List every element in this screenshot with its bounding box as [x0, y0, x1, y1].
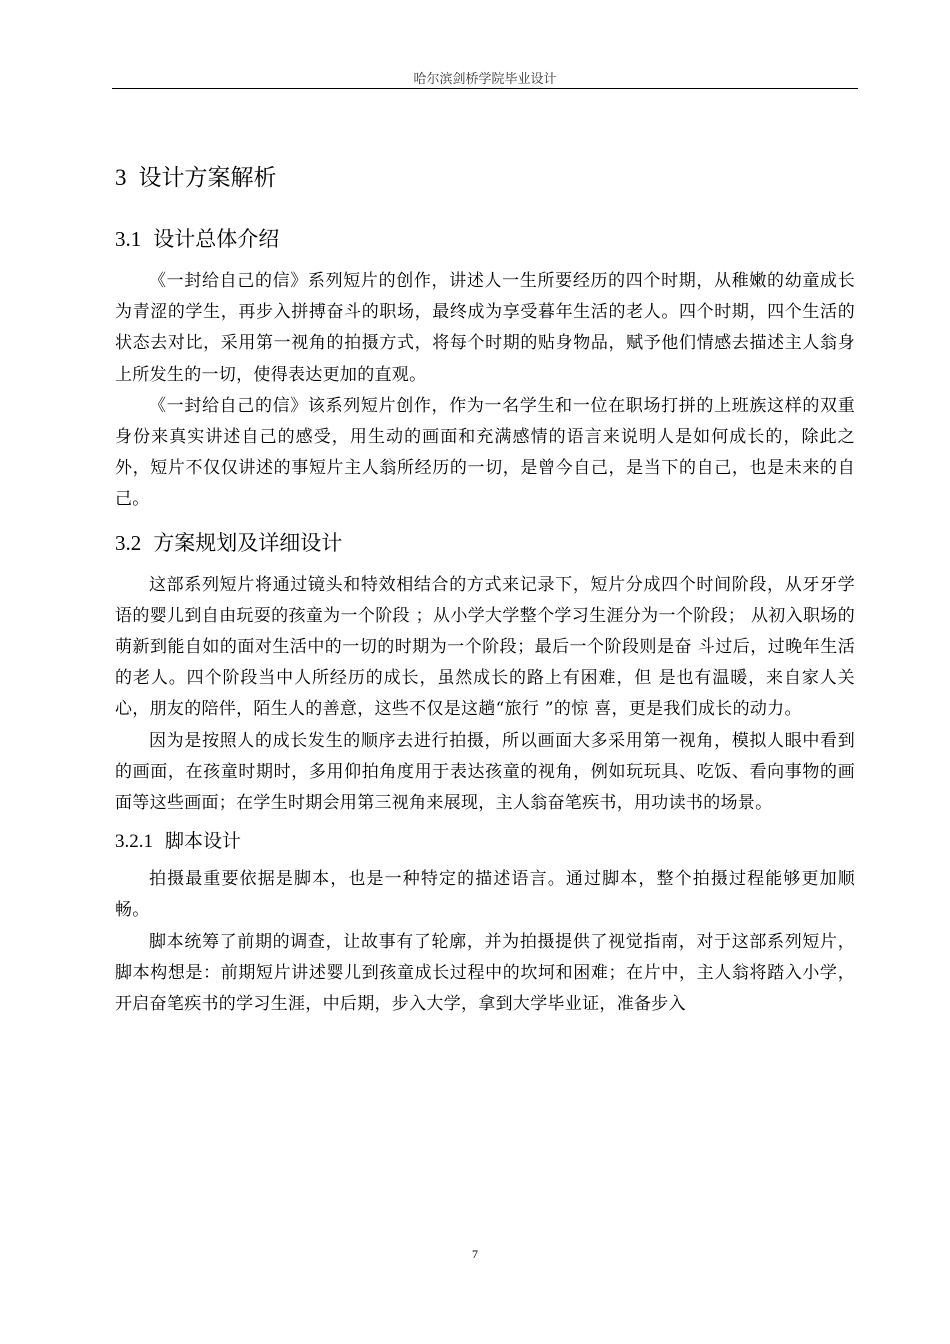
- section-heading: [115, 150, 855, 206]
- page-content: [115, 150, 855, 1020]
- paragraph: 《一封给自己的信》系列短片的创作，讲述人一生所要经历的四个时期，从稚嫩的幼童成长为青涩的学生，再步入拼搏奋斗的职场，最终成为享受暮年生活的老人。四个时期，四个生活的状态去对比，采用第一视角的拍摄方式，将每个时期的贴身物品，赋予他们情感去描述主人翁身上所发生的一切，使得表达更加的直观。: [115, 271, 855, 385]
- paragraph: 《一封给自己的信》该系列短片创作，作为一名学生和一位在职场打拼的上班族这样的双重身份来真实讲述自己的感受，用生动的画面和充满感情的语言来说明人是如何成长的，除此之外，短片不仅仅讲述的事短片主人翁所经历的一切，是曾今自己，是当下的自己，也是未来的自己。: [115, 395, 855, 510]
- section-number: 3: [115, 165, 127, 190]
- paragraph: 拍摄最重要依据是脚本，也是一种特定的描述语言。通过脚本，整个拍摄过程能够更加顺畅。: [115, 869, 855, 921]
- subsubsection-heading: [115, 819, 855, 864]
- paragraph: 这部系列短片将通过镜头和特效相结合的方式来记录下，短片分成四个时间阶段，从牙牙学语的婴儿到自由玩耍的孩童为一个阶段 ；从小学大学整个学习生涯分为一个阶段； 从初入职场的萌新到能自如的面对生活中的一切的时期为一个阶段；最后一个阶段则是奋 斗过后，过晚年生活的老人。四个阶段当中人所经历的成长，虽然成长的路上有困难，但 是也有温暖，来自家人关心，朋友的陪伴，陌生人的善意，这些不仅是这趟“旅行 ”的惊 喜，更是我们成长的动力。: [115, 574, 855, 720]
- subsubsection-number: 3.2.1: [115, 831, 153, 853]
- section-title: 设计方案解析: [138, 165, 277, 191]
- header-rule: [112, 88, 858, 89]
- paragraph: 因为是按照人的成长发生的顺序去进行拍摄，所以画面大多采用第一视角，模拟人眼中看到的画面，在孩童时期时，多用仰拍角度用于表达孩童的视角，例如玩玩具、吃饭、看向事物的画面等这些画面；在学生时期会用第三视角来展现，主人翁奋笔疾书，用功读书的场景。: [115, 730, 855, 814]
- paragraph: 脚本统筹了前期的调查，让故事有了轮廓，并为拍摄提供了视觉指南，对于这部系列短片，脚本构想是：前期短片讲述婴儿到孩童成长过程中的坎坷和困难；在片中，主人翁将踏入小学，开启奋笔疾书的学习生涯，中后期，步入大学，拿到大学毕业证，准备步入: [115, 931, 855, 1015]
- subsection-heading: [115, 212, 855, 266]
- subsubsection-title: 脚本设计: [165, 830, 242, 853]
- subsection-heading: [115, 516, 855, 570]
- subsection-title: 设计总体介绍: [153, 227, 280, 251]
- running-header: 哈尔滨剑桥学院毕业设计: [413, 72, 557, 87]
- subsection-number: 3.1: [115, 227, 142, 251]
- subsection-title: 方案规划及详细设计: [153, 530, 343, 555]
- subsection-number: 3.2: [115, 530, 142, 555]
- page-number: 7: [472, 1247, 478, 1261]
